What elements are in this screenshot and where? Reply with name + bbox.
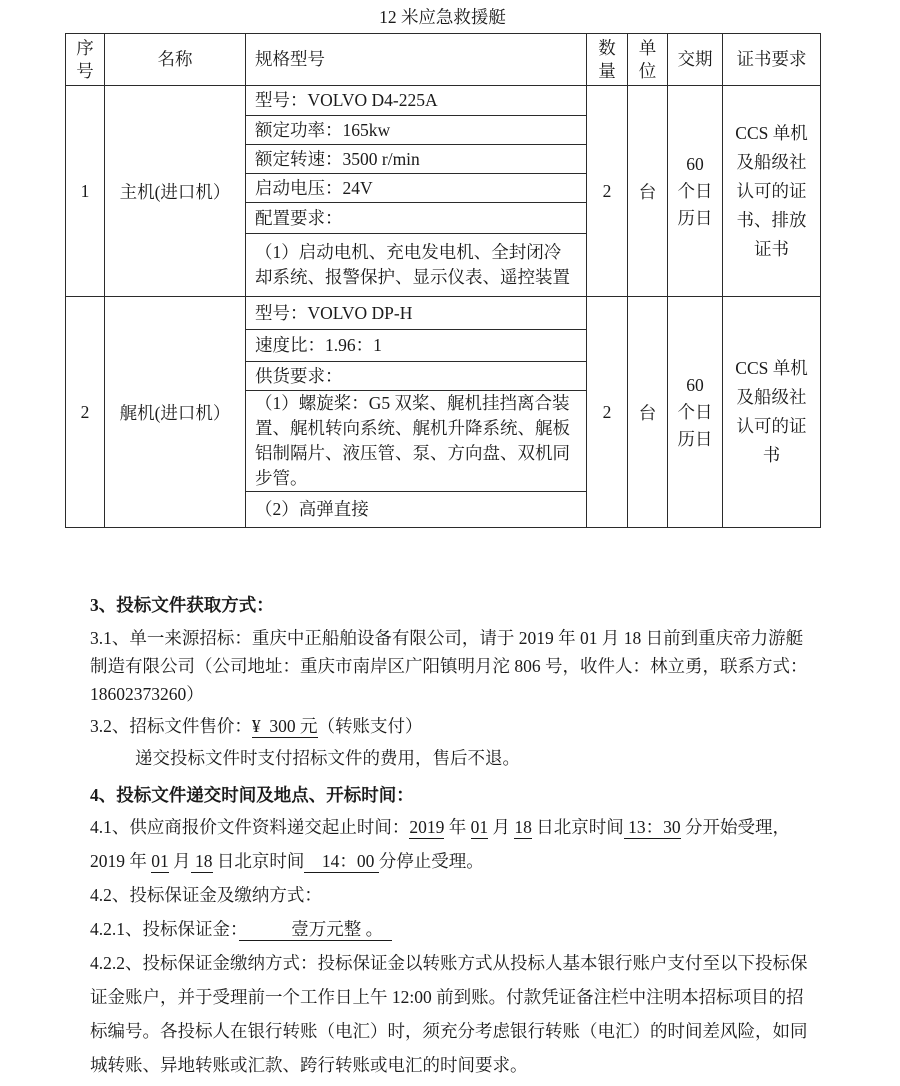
section-4-heading: 4、投标文件递交时间及地点、开标时间： [90,785,414,805]
spec-item: 供货要求： [246,361,586,390]
underlined-month: 01 [470,817,489,837]
cell-delivery: 60 个日历日 [668,86,723,297]
header-cell-qty: 数量 [587,34,628,86]
page-title: 12 米应急救援艇 [379,7,506,27]
header-cell-cert: 证书要求 [723,34,821,86]
text-segment: 4.1、供应商报价文件资料递交起止时间： [90,817,410,837]
underlined-end-time: 14：00 [304,851,379,871]
text-segment: 3.1、单一来源招标：重庆中正船舶设备有限公司，请于 2019 年 01 月 18 日前到重庆帝力游艇制造有限公司（公司地址：重庆市南岸区广阳镇明月沱 806 号，收件人：林立勇，联系方式：18602373260） [90,628,808,704]
header-cell-spec: 规格型号 [246,34,587,86]
table-header-row [66,34,821,86]
cell-item-name: 主机(进口机） [105,86,246,297]
text-segment: 日北京时间 [212,851,305,871]
cell-qty: 2 [587,297,628,528]
cell-cert: CCS 单机及船级社认可的证书、排放证书 [723,86,821,297]
paragraph-4-2-1 [90,912,820,946]
spec-item: （1）启动电机、充电发电机、全封闭冷却系统、报警保护、显示仪表、遥控装置 [246,233,586,296]
section-3-heading: 3、投标文件获取方式： [90,595,274,615]
underlined-year: 2019 [409,817,445,837]
cell-row-no: 2 [66,297,105,528]
text-segment: 4.2、投标保证金及缴纳方式： [90,885,322,905]
text-segment: 3.2、招标文件售价： [90,716,252,736]
spec-item: 额定转速：3500 r/min [246,144,586,173]
cell-spec-list [246,297,587,528]
text-segment: 月 [488,817,515,837]
underlined-day: 18 [190,851,213,871]
text-segment: （转账支付） [317,716,423,736]
cell-qty: 2 [587,86,628,297]
paragraph-3-2 [90,712,820,740]
paragraph-4-2 [90,878,820,912]
cell-cert: CCS 单机及船级社认可的证书 [723,297,821,528]
paragraph-3-2-note [90,744,820,772]
underlined-month: 01 [151,851,169,871]
cell-item-name: 艉机(进口机） [105,297,246,528]
paragraph-4-2-2 [90,946,820,1082]
text-segment: 月 [168,851,191,871]
spec-item: 启动电压：24V [246,173,586,202]
header-cell-delivery: 交期 [668,34,723,86]
paragraph-4-1-line2 [90,844,820,878]
cell-spec-list [246,86,587,297]
paragraph-3-1 [90,624,820,708]
spec-item: 配置要求： [246,202,586,233]
text-segment: 分开始受理， [680,817,790,837]
paragraph-4-1-line1 [90,810,820,844]
spec-item: 型号：VOLVO D4-225A [255,90,438,110]
text-segment: 分停止受理。 [378,851,484,871]
table-row-2 [66,297,821,528]
underlined-start-time: 13：30 [623,817,681,837]
text-segment: 4.2.2、投标保证金缴纳方式：投标保证金以转账方式从投标人基本银行账户支付至以下投标保证金账户，并于受理前一个工作日上午 12:00 前到账。付款凭证备注栏中注明本招标项目的招标编号。各投标人在银行转账（电汇）时，须充分考虑银行转账（电汇）的时间差风险，如同城转账、异地转账或汇款、跨行转账或电汇的时间要求。 [90,953,808,1075]
table-row-1 [66,86,821,297]
cell-unit: 台 [628,86,668,297]
text-segment: 4.2.1、投标保证金： [90,919,239,939]
text-segment: 年 [444,817,471,837]
header-cell-no: 序号 [66,34,105,86]
underlined-day: 18 [514,817,532,837]
header-cell-unit: 单位 [628,34,668,86]
text-sections [90,594,820,1082]
spec-item: （1）螺旋桨：G5 双桨、艉机挂挡离合装置、艉机转向系统、艉机升降系统、艉板铝制隔片、液压管、泵、方向盘、双机同步管。 [246,390,586,491]
spec-item: 速度比：1.96：1 [246,329,586,361]
cell-delivery: 60 个日历日 [668,297,723,528]
underlined-price: ¥ 300 元 [251,716,318,736]
header-cell-name: 名称 [105,34,246,86]
cell-unit: 台 [628,297,668,528]
cell-row-no: 1 [66,86,105,297]
text-segment: 递交投标文件时支付招标文件的费用，售后不退。 [135,748,520,768]
underlined-deposit-amount: 壹万元整 。 [238,919,392,939]
spec-item: 型号：VOLVO DP-H [255,302,413,323]
spec-item: （2）高弹直接 [246,491,586,527]
text-segment: 2019 年 [90,851,152,871]
text-segment: 日北京时间 [531,817,624,837]
spec-item: 额定功率：165kw [246,115,586,144]
spec-table [65,33,821,528]
